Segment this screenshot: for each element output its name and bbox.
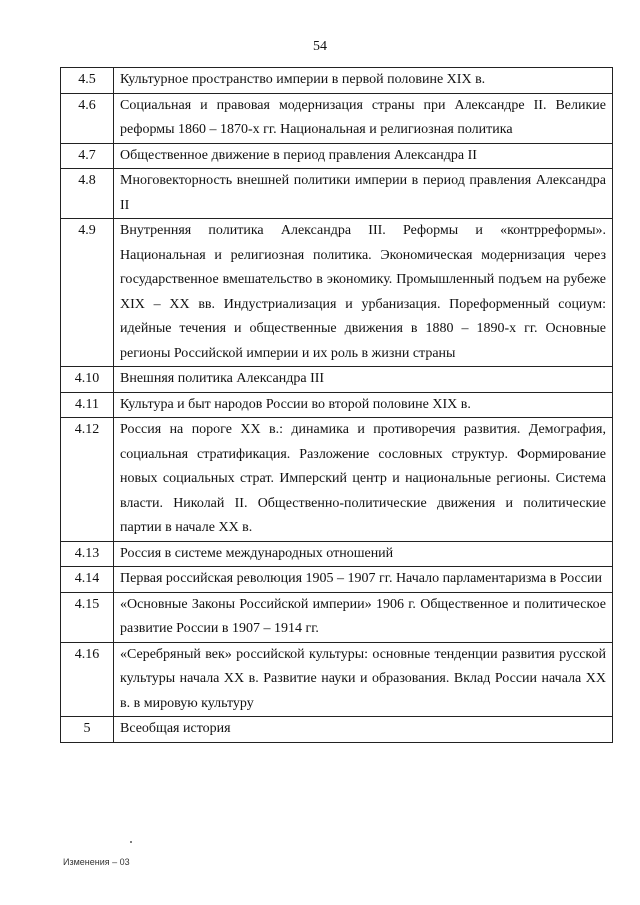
page-number: 54 [313,39,327,54]
table-row [61,143,613,169]
row-topic: Многовекторность внешней политики империи в период правления Александра II [114,169,613,219]
table-row [61,367,613,393]
row-topic: «Серебряный век» российской культуры: основные тенденции развития русской культуры начала XX в. Развитие науки и образования. Вклад России начала XX в. в мировую культуру [114,642,613,717]
row-number: 4.5 [61,68,114,94]
row-number: 4.16 [61,642,114,717]
table-row [61,169,613,219]
row-number: 4.9 [61,219,114,367]
table-row [61,592,613,642]
row-number: 4.15 [61,592,114,642]
table-row [61,567,613,593]
row-topic: «Основные Законы Российской империи» 1906 г. Общественное и политическое развитие России в 1907 – 1914 гг. [114,592,613,642]
row-number: 4.14 [61,567,114,593]
row-number: 4.7 [61,143,114,169]
row-number: 4.13 [61,541,114,567]
row-topic: Внешняя политика Александра III [114,367,613,393]
scan-dot [130,841,132,843]
topics-table-body [61,68,613,743]
table-row [61,418,613,542]
row-topic: Россия в системе международных отношений [114,541,613,567]
row-number: 4.12 [61,418,114,542]
table-row [61,717,613,743]
table-row [61,541,613,567]
row-topic: Россия на пороге XX в.: динамика и противоречия развития. Демография, социальная стратификация. Разложение сословных структур. Формирование новых социальных страт. Имперский центр и национальные регионы. Система власти. Николай II. Общественно-политические движения и политические партии в начале XX в. [114,418,613,542]
row-number: 4.10 [61,367,114,393]
row-topic: Общественное движение в период правления Александра II [114,143,613,169]
table-row [61,68,613,94]
footer-revision: Изменения – 03 [63,857,130,867]
row-topic: Всеобщая история [114,717,613,743]
row-topic: Культура и быт народов России во второй половине XIX в. [114,392,613,418]
row-number: 4.6 [61,93,114,143]
row-number: 4.11 [61,392,114,418]
table-row [61,93,613,143]
table-row [61,219,613,367]
row-number: 4.8 [61,169,114,219]
table-row [61,642,613,717]
row-topic: Социальная и правовая модернизация страны при Александре II. Великие реформы 1860 – 1870-х гг. Национальная и религиозная политика [114,93,613,143]
row-topic: Внутренняя политика Александра III. Реформы и «контрреформы». Национальная и религиозная политика. Экономическая модернизация через государственное вмешательство в экономику. Промышленный подъем на рубеже XIX – XX вв. Индустриализация и урбанизация. Пореформенный социум: идейные течения и общественные движения в 1880 – 1890-х гг. Основные регионы Российской империи и их роль в жизни страны [114,219,613,367]
row-number: 5 [61,717,114,743]
row-topic: Первая российская революция 1905 – 1907 гг. Начало парламентаризма в России [114,567,613,593]
topics-table [60,67,613,743]
row-topic: Культурное пространство империи в первой половине XIX в. [114,68,613,94]
table-row [61,392,613,418]
